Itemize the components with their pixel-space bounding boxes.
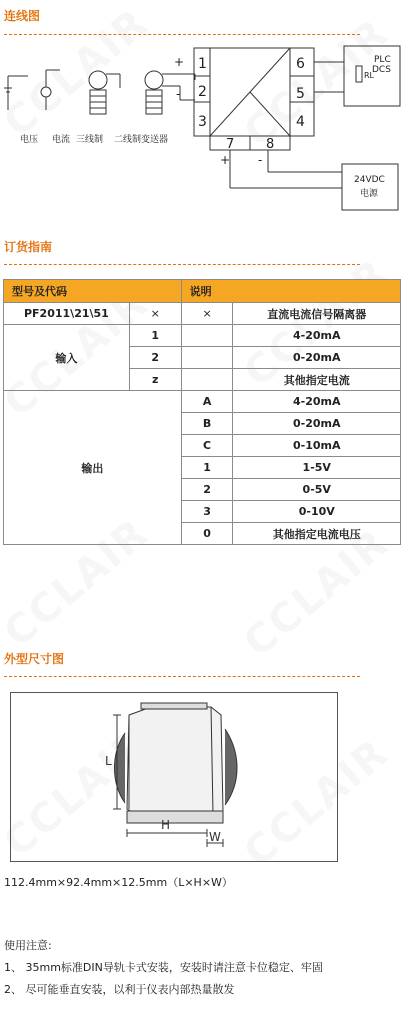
terminal-3: 3: [198, 114, 207, 130]
terminal-7: 7: [226, 137, 235, 152]
input-label: 输入: [4, 325, 130, 391]
output-code: 2: [181, 479, 233, 501]
note-item: 1、 35mm标准DIN导轨卡式安装，安装时请注意卡位稳定、牢固: [4, 961, 323, 974]
dimension-size-text: 112.4mm×92.4mm×12.5mm（L×H×W）: [4, 876, 233, 889]
input-code: 2: [129, 347, 181, 369]
dimension-w-label: W: [209, 830, 221, 844]
input-desc: 其他指定电流: [233, 369, 401, 391]
plus-sign: +: [174, 55, 185, 69]
minus-sign: -: [258, 153, 263, 167]
dimension-l-label: L: [105, 754, 112, 768]
output-code: 1: [181, 457, 233, 479]
note-item: 2、 尽可能垂直安装，以利于仪表内部热量散发: [4, 983, 235, 996]
output-desc: 其他指定电流电压: [233, 523, 401, 545]
output-label: 输出: [4, 391, 182, 545]
input-desc: 4-20mA: [233, 325, 401, 347]
terminal-4: 4: [296, 114, 305, 130]
dimension-drawing: [10, 692, 338, 862]
wiring-diagram: [0, 40, 416, 220]
input-label-current: 电流: [52, 135, 71, 145]
table-row: [4, 325, 401, 347]
power-label: 电源: [360, 189, 379, 199]
section-title-ordering: 订货指南: [4, 240, 53, 254]
header-model: 型号及代码: [4, 280, 182, 303]
model-code: PF2011\21\51: [4, 303, 130, 325]
input-label-two-wire: 二线制变送器: [114, 135, 169, 145]
model-x2: ×: [181, 303, 233, 325]
output-code: 3: [181, 501, 233, 523]
output-desc: 0-20mA: [233, 413, 401, 435]
order-guide-table: [3, 279, 401, 545]
section-title-dimensions: 外型尺寸图: [4, 652, 65, 666]
output-desc: 4-20mA: [233, 391, 401, 413]
input-label-three-wire: 三线制: [76, 135, 104, 145]
device-outline: [11, 693, 337, 861]
header-desc: 说明: [181, 280, 400, 303]
output-desc: 1-5V: [233, 457, 401, 479]
output-code: A: [181, 391, 233, 413]
output-code: C: [181, 435, 233, 457]
divider: [4, 264, 360, 265]
terminal-8: 8: [266, 137, 275, 152]
dcs-label: DCS: [372, 65, 391, 75]
section-title-wiring: 连线图: [4, 9, 41, 23]
terminal-2: 2: [198, 84, 207, 100]
input-label-voltage: 电压: [20, 135, 39, 145]
table-row: [4, 303, 401, 325]
model-x1: ×: [129, 303, 181, 325]
notes-title: 使用注意:: [4, 939, 52, 952]
input-desc: 0-20mA: [233, 347, 401, 369]
power-voltage-label: 24VDC: [354, 175, 385, 185]
rl-label: RL: [364, 71, 375, 80]
minus-sign: -: [176, 87, 181, 101]
table-header-row: [4, 280, 401, 303]
plus-sign: +: [220, 153, 231, 167]
output-code: 0: [181, 523, 233, 545]
divider: [4, 676, 360, 677]
dimension-h-label: H: [161, 818, 171, 832]
output-desc: 0-5V: [233, 479, 401, 501]
terminal-5: 5: [296, 86, 305, 102]
output-desc: 0-10V: [233, 501, 401, 523]
output-code: B: [181, 413, 233, 435]
divider: [4, 34, 360, 35]
plc-label: PLC: [374, 55, 391, 65]
output-desc: 0-10mA: [233, 435, 401, 457]
model-desc: 直流电流信号隔离器: [233, 303, 401, 325]
table-row: [4, 391, 401, 413]
input-code: 1: [129, 325, 181, 347]
input-code: z: [129, 369, 181, 391]
terminal-1: 1: [198, 56, 207, 72]
terminal-6: 6: [296, 56, 305, 72]
